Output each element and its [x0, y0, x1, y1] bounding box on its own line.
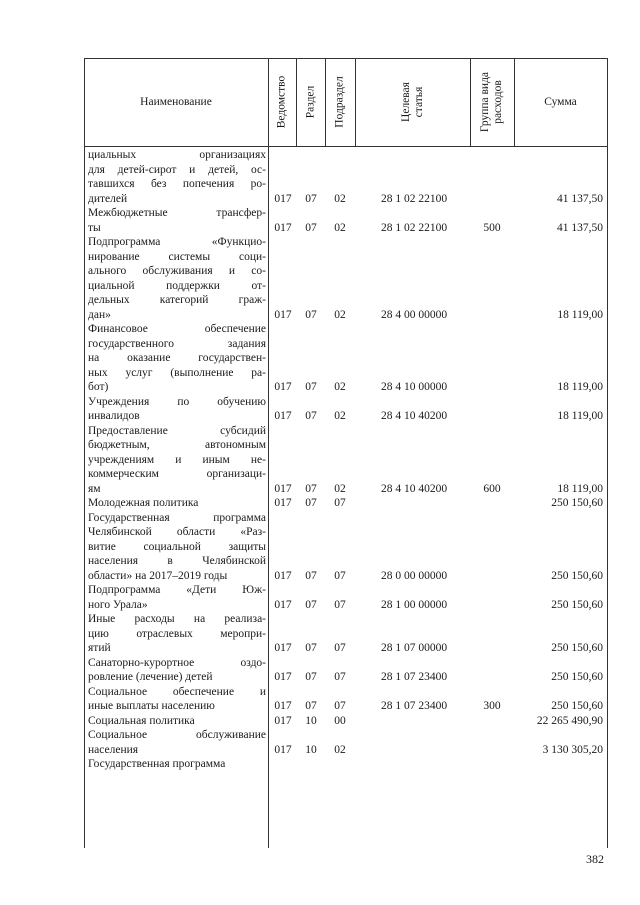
- header-celevaya: [355, 58, 470, 146]
- row-name-line: цию отраслевых меропри-: [88, 627, 266, 640]
- row-summa: 18 119,00: [557, 410, 603, 422]
- table-row: [84, 322, 608, 395]
- row-name: [88, 583, 266, 612]
- row-name: [88, 757, 266, 772]
- row-name-line: дан»: [88, 308, 111, 321]
- row-name-line: бот): [88, 381, 109, 393]
- row-vedomstvo: 017: [274, 381, 292, 393]
- row-name-line: на оказание государствен-: [88, 352, 266, 364]
- row-vedomstvo: 017: [274, 700, 292, 712]
- table-row: [84, 685, 608, 714]
- table-row: [84, 496, 608, 511]
- table-row: [84, 583, 608, 612]
- table-row: [84, 612, 608, 656]
- row-podrazdel: 07: [334, 700, 346, 712]
- row-name-line: бюджетным, автономным: [88, 439, 266, 451]
- row-razdel: 07: [305, 497, 317, 509]
- row-vedomstvo: 017: [274, 714, 292, 727]
- row-name-line: Государственная программа: [88, 758, 226, 770]
- row-podrazdel: 07: [334, 598, 346, 611]
- row-celevaya: 28 1 02 22100: [380, 192, 448, 205]
- row-podrazdel: 07: [334, 569, 346, 582]
- row-celevaya: 28 1 02 22100: [380, 221, 448, 234]
- row-summa: 41 137,50: [557, 221, 603, 234]
- row-celevaya: 28 4 10 40200: [380, 482, 448, 495]
- row-razdel: 07: [305, 569, 317, 582]
- table-row: [84, 148, 608, 206]
- row-name-line: дельных категорий граж-: [88, 294, 266, 306]
- row-name: [88, 424, 266, 497]
- row-name: [88, 496, 266, 511]
- row-razdel: 07: [305, 308, 317, 321]
- row-gruppa: 600: [483, 482, 501, 495]
- row-celevaya: 28 4 00 00000: [380, 308, 448, 321]
- row-razdel: 07: [305, 642, 317, 654]
- row-podrazdel: 02: [334, 308, 346, 321]
- row-summa: 41 137,50: [557, 192, 603, 205]
- row-vedomstvo: 017: [274, 569, 292, 582]
- row-name: [88, 235, 266, 322]
- row-vedomstvo: 017: [274, 743, 292, 756]
- header-name: [84, 58, 268, 146]
- row-celevaya: 28 0 00 00000: [380, 569, 448, 582]
- row-name-line: ного Урала»: [88, 598, 148, 611]
- row-name-line: Государственная программа: [88, 511, 266, 524]
- table-row: [84, 757, 608, 772]
- row-name: [88, 728, 266, 757]
- row-summa: 250 150,60: [551, 569, 603, 582]
- row-celevaya: 28 4 10 40200: [380, 410, 448, 422]
- row-name: [88, 206, 266, 235]
- row-name-line: циальной поддержки от-: [88, 279, 266, 292]
- row-summa: 250 150,60: [551, 642, 603, 654]
- row-name: [88, 612, 266, 656]
- row-name: [88, 322, 266, 395]
- row-gruppa: 500: [483, 221, 501, 234]
- row-summa: 250 150,60: [551, 598, 603, 611]
- row-name-line: Социальное обеспечение и: [88, 685, 266, 698]
- header-bottom-border: [84, 146, 608, 147]
- row-razdel: 07: [305, 598, 317, 611]
- row-name-line: учреждениям и иным не-: [88, 453, 266, 466]
- row-razdel: 10: [305, 714, 317, 727]
- row-name-line: населения: [88, 743, 139, 756]
- row-name-line: тавшихся без попечения ро-: [88, 178, 266, 190]
- row-gruppa: 300: [483, 700, 501, 712]
- row-podrazdel: 07: [334, 671, 346, 683]
- row-summa: 3 130 305,20: [542, 743, 603, 756]
- row-vedomstvo: 017: [274, 410, 292, 422]
- row-razdel: 07: [305, 671, 317, 683]
- page-number: 382: [586, 852, 604, 866]
- header-razdel-label: Раздел: [304, 85, 316, 119]
- header-vedomstvo-label: Ведомство: [275, 75, 288, 129]
- row-podrazdel: 00: [334, 714, 346, 727]
- row-summa: 22 265 490,90: [536, 714, 603, 727]
- row-name-line: витие социальной защиты: [88, 540, 266, 553]
- row-razdel: 07: [305, 482, 317, 495]
- row-name-line: ям: [88, 482, 101, 495]
- row-summa: 250 150,60: [551, 671, 603, 683]
- row-name-line: Учреждения по обучению: [88, 395, 266, 408]
- row-vedomstvo: 017: [274, 642, 292, 654]
- row-name: [88, 714, 266, 729]
- row-vedomstvo: 017: [274, 497, 292, 509]
- row-name-line: ты: [88, 221, 101, 234]
- row-name: [88, 148, 266, 206]
- row-vedomstvo: 017: [274, 671, 292, 683]
- row-podrazdel: 02: [334, 221, 346, 234]
- header-gruppa: [470, 58, 514, 146]
- row-celevaya: 28 1 07 23400: [380, 700, 448, 712]
- row-name: [88, 656, 266, 685]
- header-podrazdel: [325, 58, 355, 146]
- row-name: [88, 511, 266, 584]
- row-vedomstvo: 017: [274, 308, 292, 321]
- row-vedomstvo: 017: [274, 482, 292, 495]
- row-name-line: Подпрограмма «Функцио-: [88, 236, 266, 248]
- row-podrazdel: 02: [334, 192, 346, 205]
- row-name-line: Предоставление субсидий: [88, 424, 266, 437]
- row-name-line: коммерческим организаци-: [88, 468, 266, 480]
- row-name-line: Иные расходы на реализа-: [88, 613, 266, 625]
- row-razdel: 07: [305, 700, 317, 712]
- row-name-line: государственного задания: [88, 337, 266, 350]
- header-summa: [514, 58, 607, 146]
- row-razdel: 10: [305, 743, 317, 756]
- row-razdel: 07: [305, 221, 317, 234]
- row-celevaya: 28 1 07 00000: [380, 642, 448, 654]
- row-vedomstvo: 017: [274, 192, 292, 205]
- row-name-line: Социальная политика: [88, 714, 195, 727]
- row-podrazdel: 02: [334, 410, 346, 422]
- row-summa: 18 119,00: [557, 308, 603, 321]
- row-name-line: ровление (лечение) детей: [88, 671, 213, 683]
- row-celevaya: 28 1 00 00000: [380, 598, 448, 611]
- row-name-line: Финансовое обеспечение: [88, 323, 266, 335]
- row-summa: 250 150,60: [551, 700, 603, 712]
- header-vedomstvo: [268, 58, 296, 146]
- row-name: [88, 685, 266, 714]
- row-summa: 250 150,60: [551, 497, 603, 509]
- row-summa: 18 119,00: [557, 381, 603, 393]
- row-name-line: Социальное обслуживание: [88, 729, 266, 741]
- header-celevaya-label: Целевая статья: [399, 82, 425, 122]
- row-name-line: населения в Челябинской: [88, 555, 266, 567]
- row-name-line: иные выплаты населению: [88, 700, 215, 712]
- row-name-line: Межбюджетные трансфер-: [88, 207, 266, 219]
- row-podrazdel: 07: [334, 497, 346, 509]
- table-row: [84, 424, 608, 497]
- row-vedomstvo: 017: [274, 221, 292, 234]
- row-name-line: Санаторно-курортное оздо-: [88, 656, 266, 669]
- row-razdel: 07: [305, 381, 317, 393]
- header-name-label: Наименование: [140, 95, 212, 108]
- table-row: [84, 235, 608, 322]
- row-name-line: Челябинской области «Раз-: [88, 526, 266, 538]
- row-name-line: ных услуг (выполнение ра-: [88, 366, 266, 379]
- table-row: [84, 714, 608, 729]
- row-razdel: 07: [305, 410, 317, 422]
- header-razdel: [296, 58, 325, 146]
- table-row: [84, 728, 608, 757]
- table-row: [84, 395, 608, 424]
- row-celevaya: 28 1 07 23400: [380, 671, 448, 683]
- row-summa: 18 119,00: [557, 482, 603, 495]
- header-summa-label: Сумма: [544, 95, 577, 108]
- row-vedomstvo: 017: [274, 598, 292, 611]
- row-name-line: дителей: [88, 192, 128, 205]
- row-name-line: нирование системы соци-: [88, 250, 266, 263]
- row-podrazdel: 02: [334, 482, 346, 495]
- table-row: [84, 206, 608, 235]
- row-name-line: ятий: [88, 642, 111, 654]
- table-row: [84, 511, 608, 584]
- row-podrazdel: 02: [334, 381, 346, 393]
- row-name-line: Подпрограмма «Дети Юж-: [88, 584, 266, 596]
- row-celevaya: 28 4 10 00000: [380, 381, 448, 393]
- row-podrazdel: 07: [334, 642, 346, 654]
- header-gruppa-label: Группа вида расходов: [479, 71, 504, 133]
- header-podrazdel-label: Подраздел: [333, 76, 346, 128]
- row-name-line: для детей-сирот и детей, ос-: [88, 163, 266, 176]
- budget-table: [84, 58, 608, 848]
- row-name-line: Молодежная политика: [88, 497, 199, 509]
- row-razdel: 07: [305, 192, 317, 205]
- row-name-line: циальных организациях: [88, 149, 266, 161]
- row-name: [88, 395, 266, 424]
- row-name-line: области» на 2017–2019 годы: [88, 569, 228, 582]
- row-name-line: ального обслуживания и со-: [88, 265, 266, 277]
- row-name-line: инвалидов: [88, 410, 140, 422]
- row-podrazdel: 02: [334, 743, 346, 756]
- table-row: [84, 656, 608, 685]
